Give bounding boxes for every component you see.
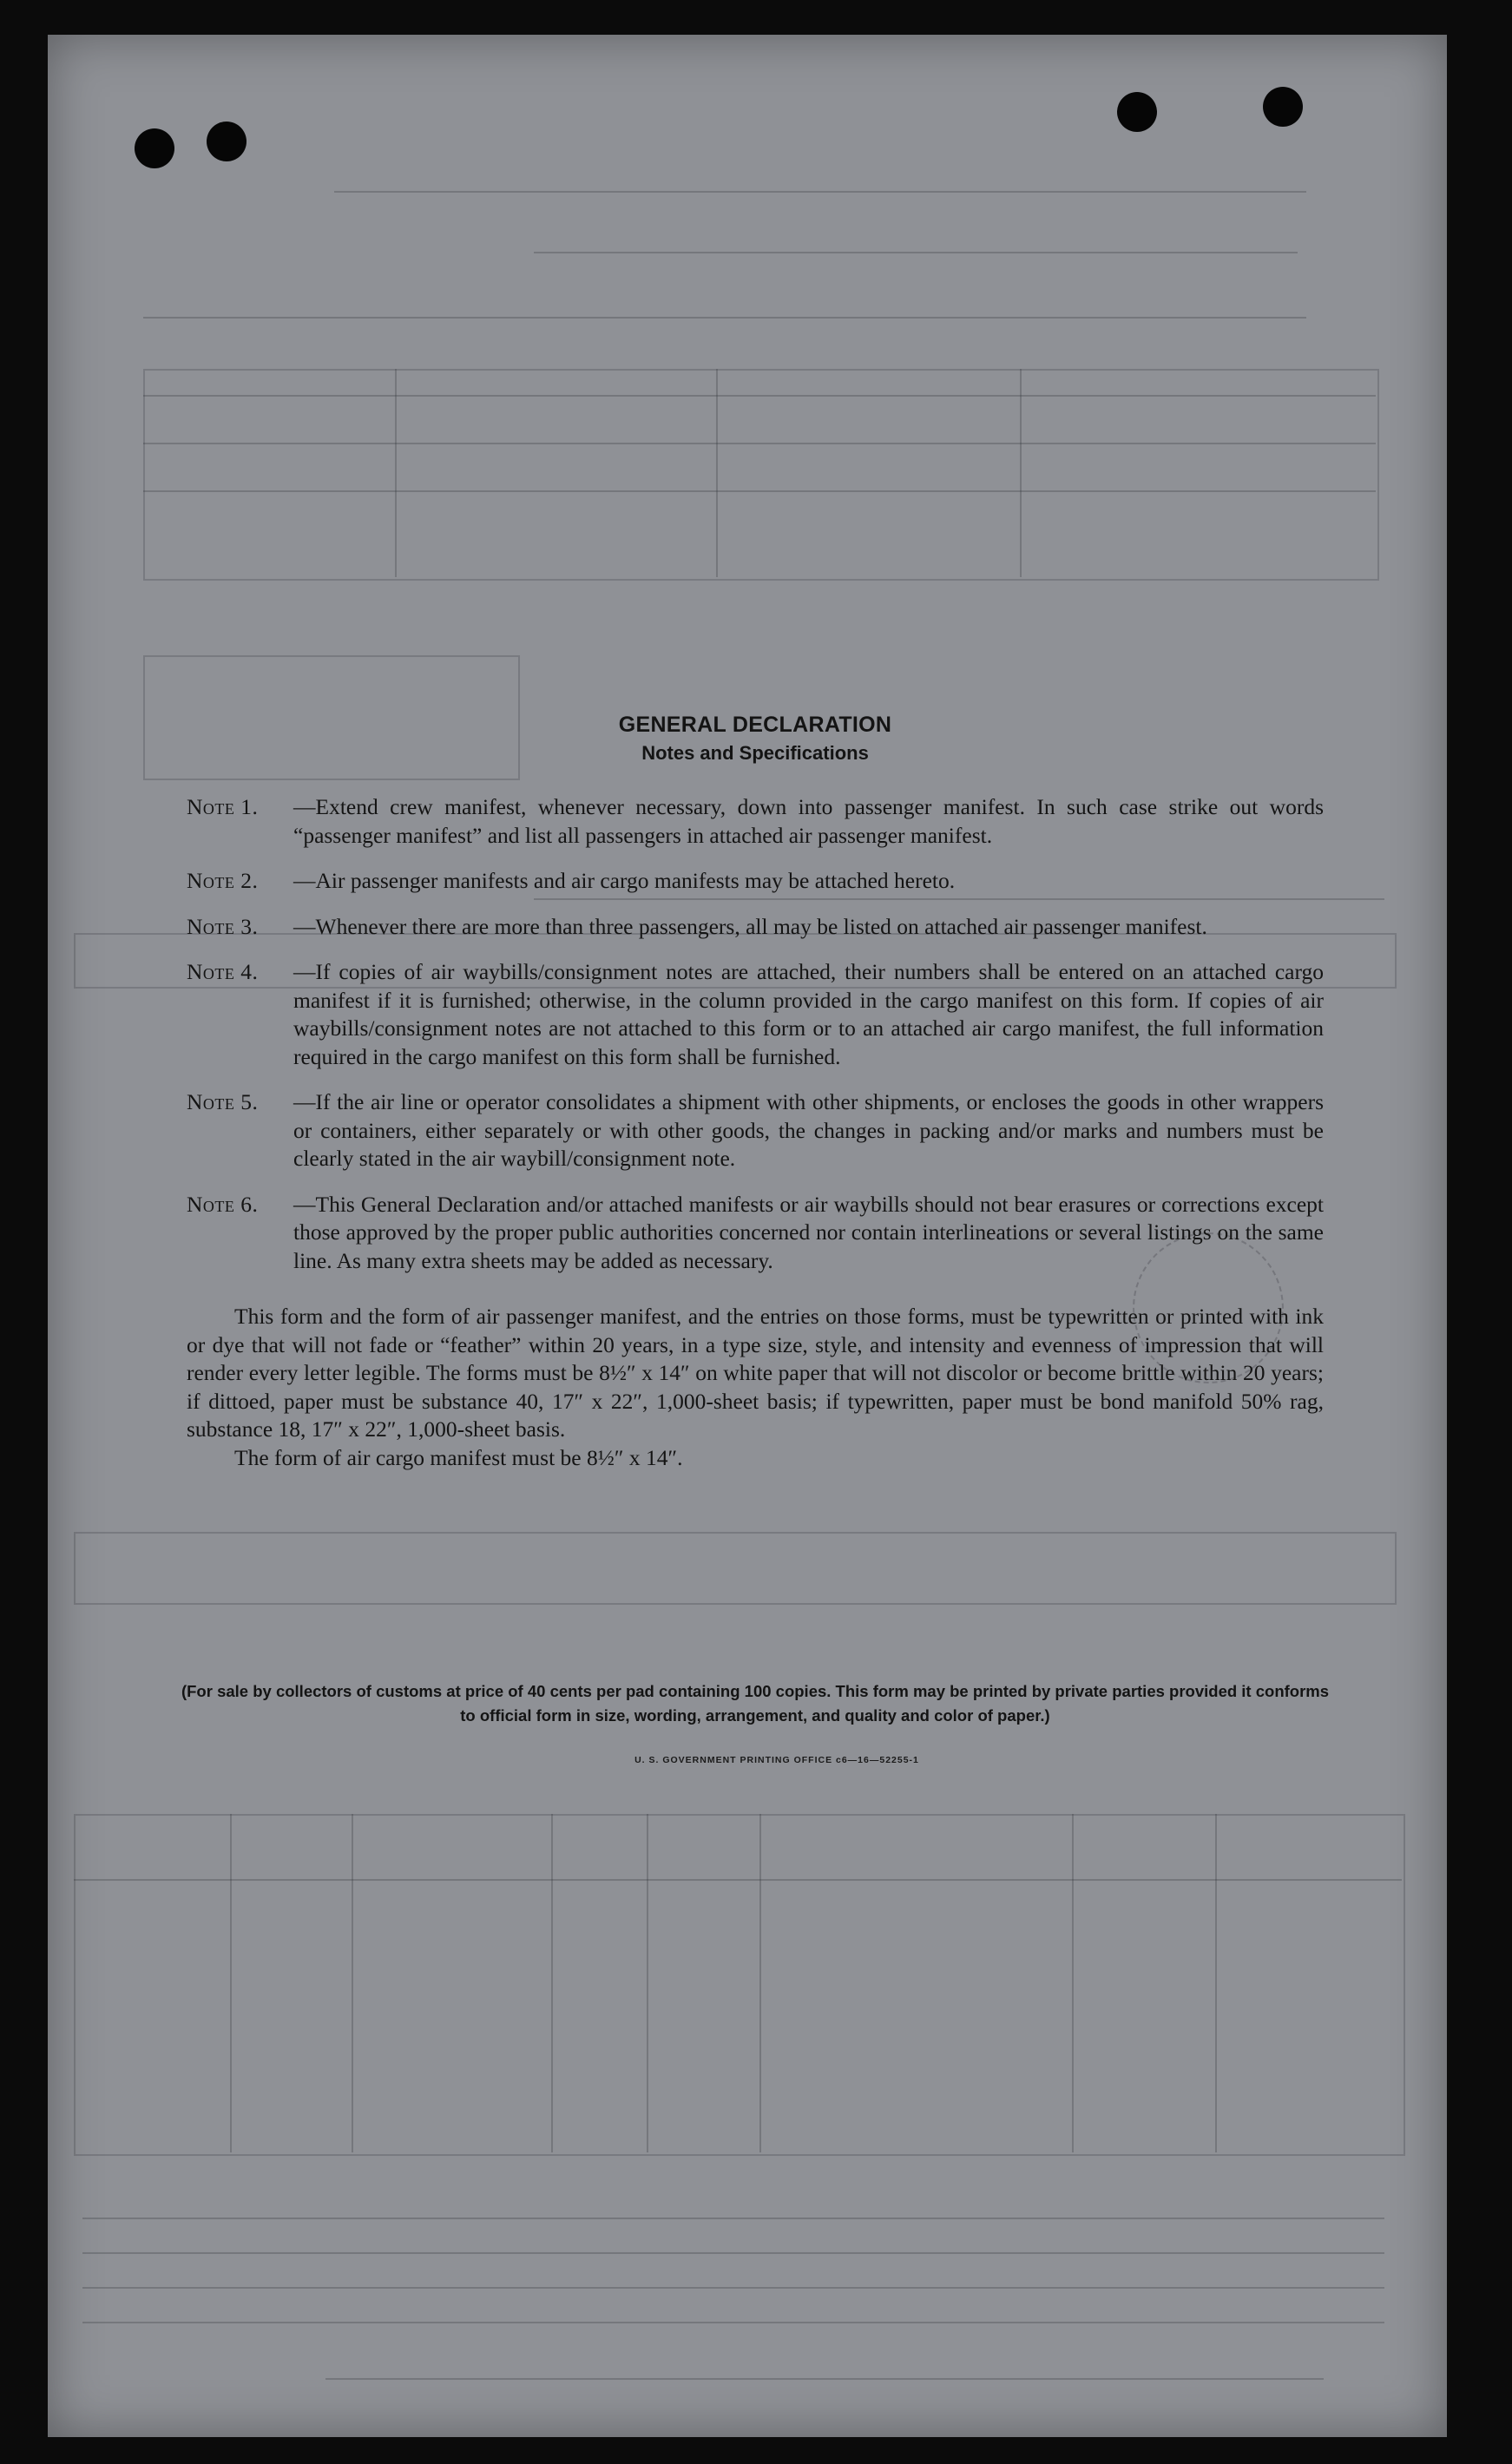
note-2	[187, 867, 1324, 896]
note-label: Note 6.	[187, 1191, 259, 1217]
sale-note: (For sale by collectors of customs at price of 40 cents per pad containing 100 copies. This form may be printed by private parties provided it conforms to official form in size, wording, arrangement, and quality and color of paper.)	[181, 1682, 1330, 1725]
note-text: —This General Declaration and/or attached manifests or air waybills should not bear erasures or corrections except those approved by the proper public authorities concerned nor contain interlineations or several listings on the same line. As many extra sheets may be added as necessary.	[293, 1191, 1324, 1273]
document-title: GENERAL DECLARATION	[618, 713, 892, 737]
note-text: —Extend crew manifest, whenever necessary, down into passenger manifest. In such case strike out words “passenger manifest” and list all passengers in attached air passenger manifest.	[293, 794, 1324, 848]
note-6	[187, 1191, 1324, 1276]
note-label: Note 5.	[187, 1089, 259, 1114]
note-3	[187, 913, 1324, 942]
note-label: Note 4.	[187, 959, 259, 984]
note-text: —Air passenger manifests and air cargo manifests may be attached hereto.	[293, 868, 956, 893]
note-4	[187, 958, 1324, 1071]
note-text: —If the air line or operator consolidates a shipment with other shipments, or encloses the goods in other wrappers or containers, either separately or with other goods, the changes in packing and/or marks and numbers must be clearly stated in the air waybill/consignment note.	[293, 1089, 1324, 1171]
punch-hole	[1117, 92, 1157, 132]
notes-section	[187, 668, 1324, 1472]
form-specification-paragraph: This form and the form of air passenger manifest, and the entries on those forms, must be typewritten or printed with ink or dye that will not fade or “feather” within 20 years, in a type size, style, and intensity and evenness of impression that will render every letter legible. The forms must be 8½″ x 14″ on white paper that will not discolor or become brittle within 20 years; if dittoed, paper must be substance 40, 17″ x 22″, 1,000-sheet basis; if typewritten, paper must be bond manifold 50% rag, substance 18, 17″ x 22″, 1,000-sheet basis.	[187, 1304, 1324, 1442]
cargo-manifest-size-note: The form of air cargo manifest must be 8½″ x 14″.	[234, 1444, 683, 1470]
note-label: Note 1.	[187, 794, 259, 819]
note-5	[187, 1088, 1324, 1173]
printing-office-imprint: U. S. GOVERNMENT PRINTING OFFICE c6—16—52255-1	[634, 1755, 919, 1765]
punch-hole	[207, 122, 247, 161]
document-page	[48, 35, 1447, 2437]
document-subtitle: Notes and Specifications	[641, 742, 869, 764]
note-label: Note 3.	[187, 913, 259, 939]
note-text: —If copies of air waybills/consignment notes are attached, their numbers shall be entered on an attached cargo manifest if it is furnished; otherwise, in the column provided in the cargo manifest on this form. If copies of air waybills/consignment notes are not attached to this form or to an attached air cargo manifest, the full information required in the cargo manifest on this form shall be furnished.	[293, 959, 1324, 1069]
note-1	[187, 793, 1324, 850]
note-text: —Whenever there are more than three passengers, all may be listed on attached air passenger manifest.	[293, 913, 1207, 939]
punch-hole	[1263, 87, 1303, 127]
note-label: Note 2.	[187, 868, 259, 893]
punch-hole	[135, 128, 174, 168]
